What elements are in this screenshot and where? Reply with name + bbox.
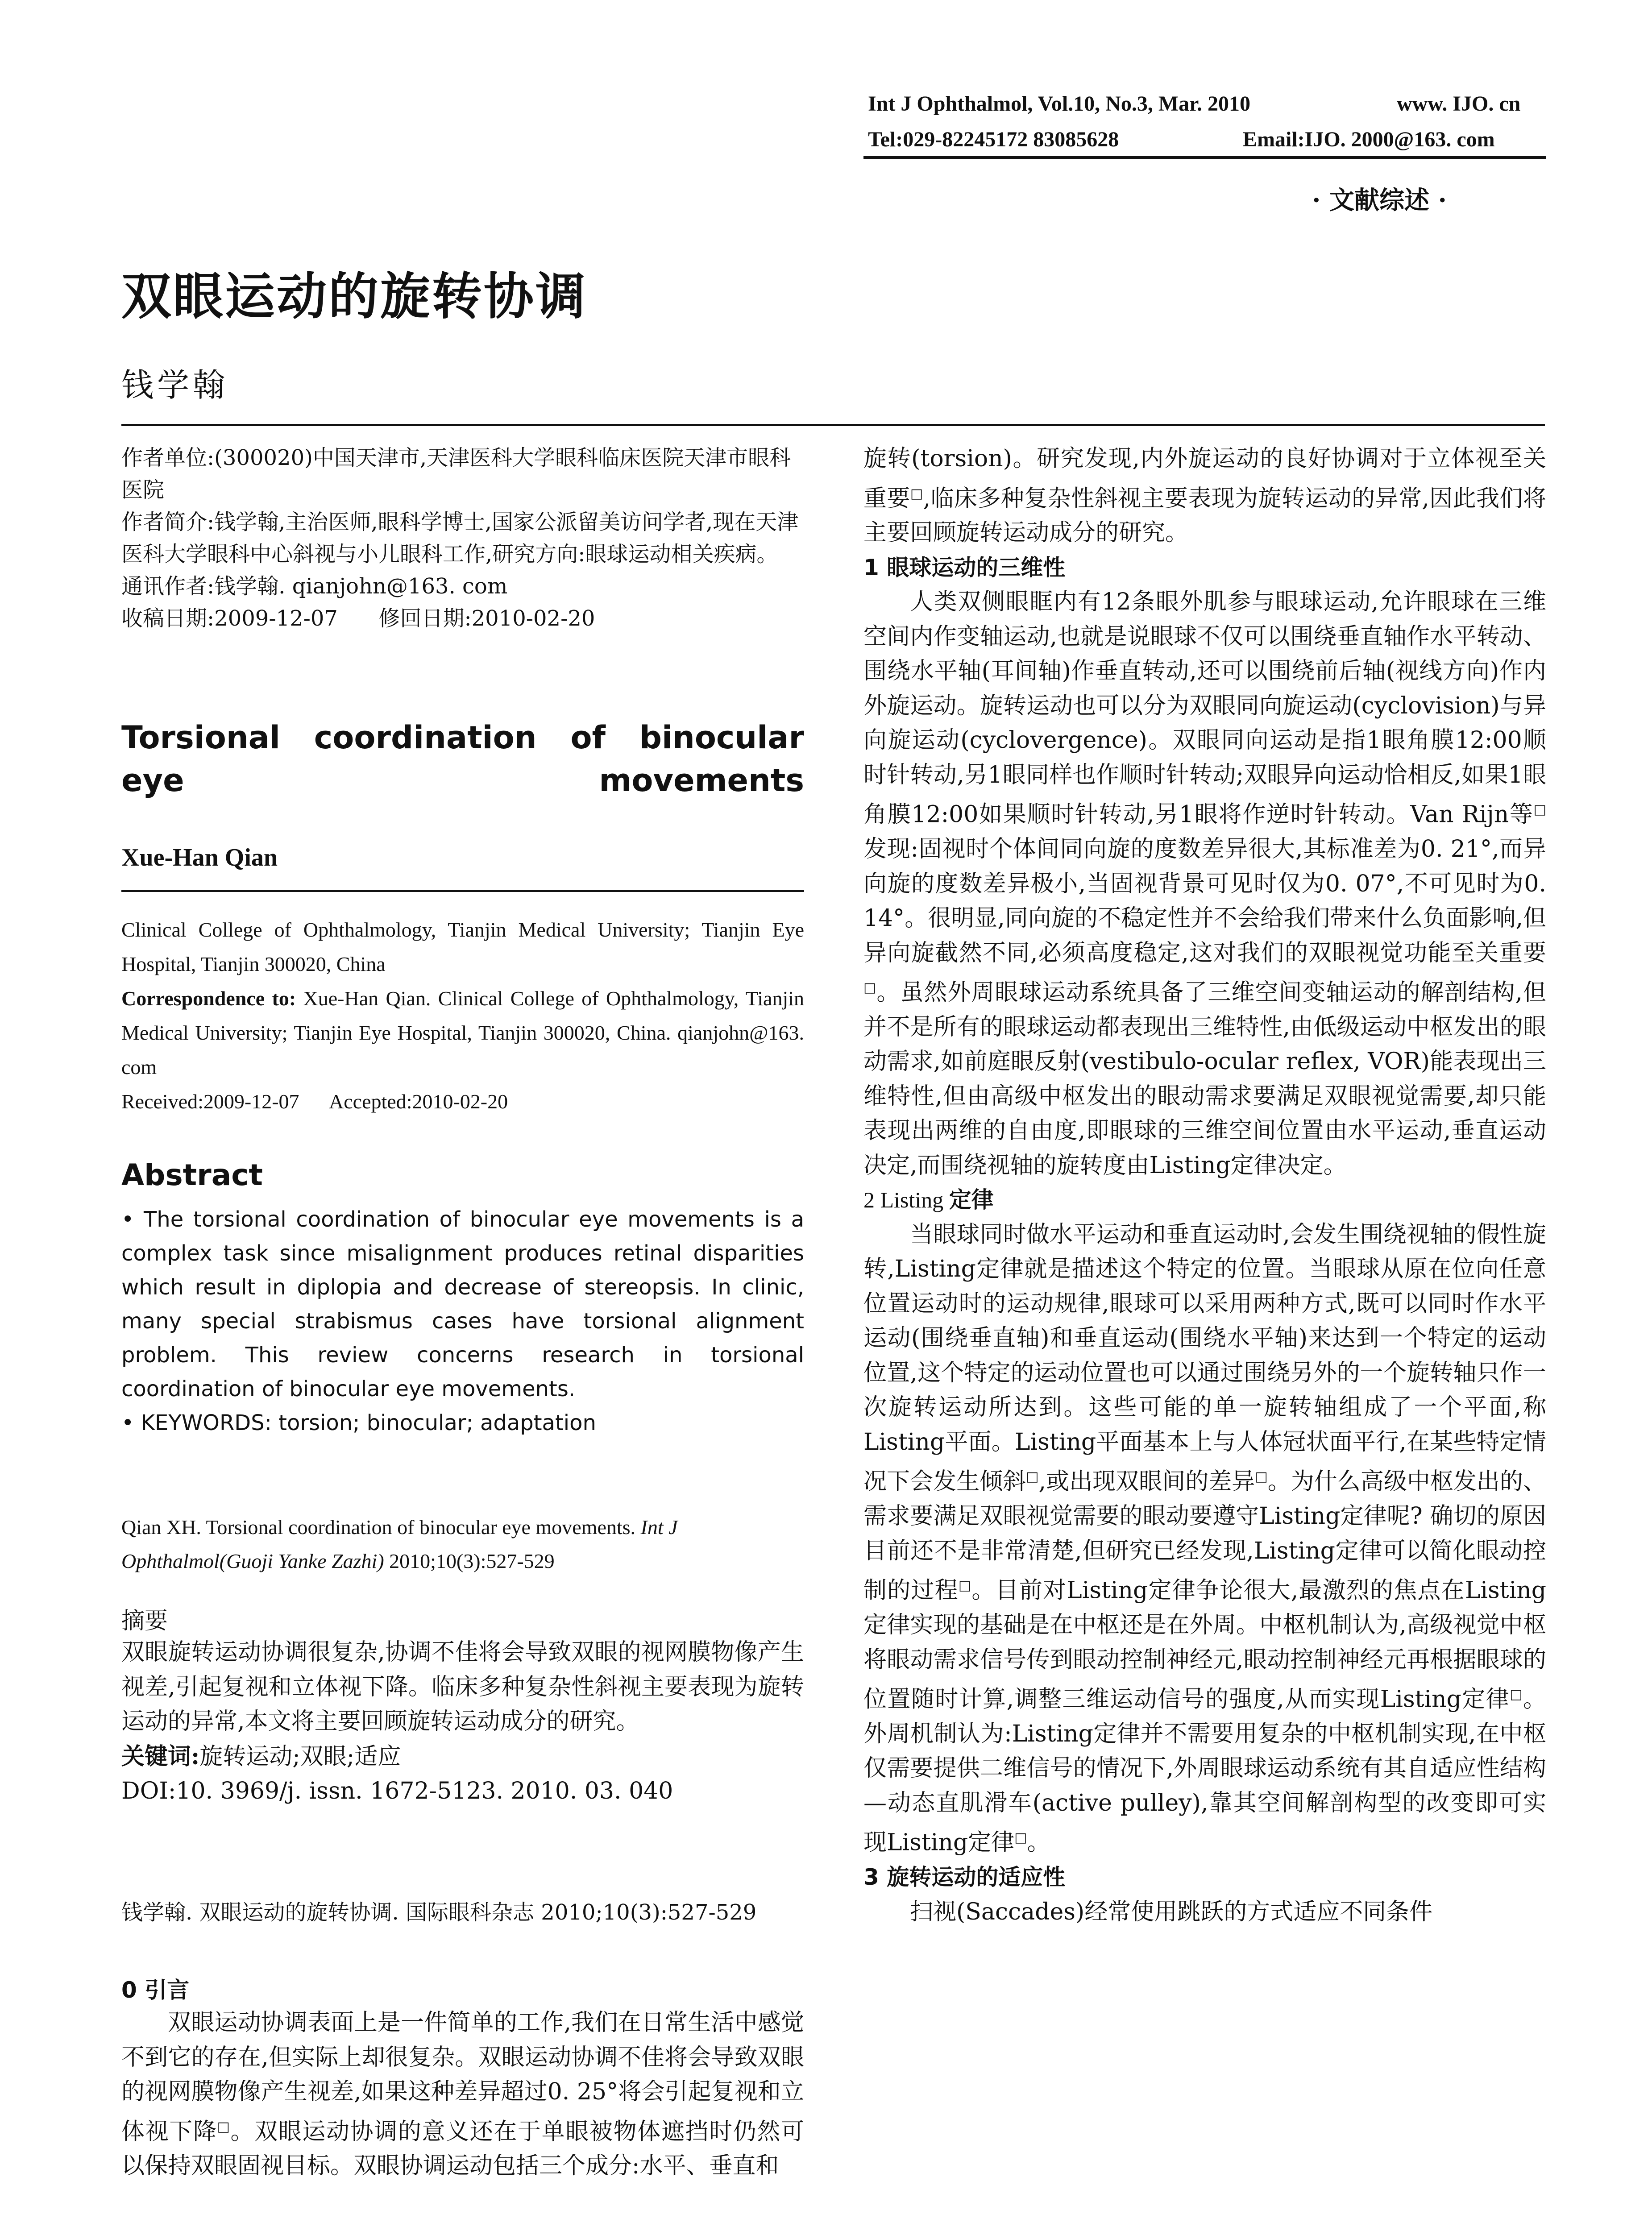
section-0-text-a: 双眼运动协调表面上是一件简单的工作,我们在日常生活中感觉不到它的存在,但实际上却很复杂。双眼运动协调不佳将会导致双眼的视网膜物像产生视差,如果这种差异超过0. 25°将会引起复视和立体视下降	[121, 2009, 804, 2145]
section-1-text-a: 人类双侧眼眶内有12条眼外肌参与眼球运动,允许眼球在三维空间内作变轴运动,也就是说眼球不仅可以围绕垂直轴作水平转动、围绕水平轴(耳间轴)作垂直转动,还可以围绕前后轴(视线方向)作内外旋运动。旋转运动也可以分为双眼同向旋运动(cyclovision)与异向旋运动(cyclovergence)。双眼同向运动是指1眼角膜12:00顺时针转动,另1眼同样也作顺时针转动;双眼异向运动恰相反,如果1眼角膜12:00如果顺时针转动,另1眼将作逆时针转动。Van Rijn等	[863, 589, 1546, 828]
received-revised-dates: 收稿日期:2009-12-07 修回日期:2010-02-20	[121, 606, 595, 631]
section-0-paragraph	[121, 2006, 804, 2184]
journal-citation-line: Int J Ophthalmol, Vol.10, No.3, Mar. 2010	[868, 92, 1251, 116]
section-3-heading: 3 旋转运动的适应性	[863, 1864, 1066, 1891]
author-unit: 作者单位:(300020)中国天津市,天津医科大学眼科临床医院天津市眼科医院	[121, 445, 791, 502]
journal-website: www. IJO. cn	[1397, 92, 1521, 116]
author-info	[121, 442, 804, 634]
keywords-cn-label: 关键词:	[121, 1742, 200, 1770]
section-2-text-c: 。为什么高级中枢发出的、需求要满足双眼视觉需要的眼动要遵守Listing定律呢? 确切的原因目前还不是非常清楚,但研究已经发现,Listing定律可以简化眼动控制的过程	[863, 1468, 1546, 1604]
correspondence-text: Xue-Han Qian. Clinical College of Ophthalmology, Tianjin Medical University; Tianjin Eye Hospital, Tianjin 300020, China. qianjohn@163. com	[121, 987, 804, 1078]
abstract-heading: Abstract	[121, 1158, 263, 1192]
section-0-cont-a: 旋转(torsion)。研究发现,内外旋运动的良好协调对于立体视至关重要	[863, 445, 1546, 512]
section-2-text-f: 。	[1027, 1829, 1050, 1856]
section-2-heading	[863, 1183, 1546, 1218]
correspondence-en	[121, 981, 804, 1084]
ref-mark: □	[863, 980, 877, 996]
section-1-paragraph	[863, 585, 1546, 1183]
correspondence-label: Correspondence to:	[121, 987, 296, 1010]
ref-mark: □	[1510, 1687, 1523, 1703]
section-0-body	[121, 2006, 804, 2184]
section-2-paragraph	[863, 1218, 1546, 1860]
section-2-text-b: ,或出现双眼间的差异	[1038, 1468, 1255, 1495]
ref-mark: □	[1014, 1830, 1027, 1846]
abstract-cn-body	[121, 1635, 804, 1809]
section-1-heading: 1 眼球运动的三维性	[863, 554, 1066, 581]
author-rule	[121, 890, 804, 892]
ref-mark: □	[1255, 1469, 1268, 1485]
received-accepted-en: Received:2009-12-07 Accepted:2010-02-20	[121, 1090, 508, 1113]
affiliation-block	[121, 912, 804, 1119]
section-0-text-b: 。双眼运动协调的意义还在于单眼被物体遮挡时仍然可以保持双眼固视目标。双眼协调运动包括三个成分:水平、垂直和	[121, 2118, 804, 2180]
right-column	[863, 442, 1546, 1929]
ref-mark: □	[910, 485, 923, 502]
doi: DOI:10. 3969/j. issn. 1672-5123. 2010. 03. 040	[121, 1778, 673, 1804]
ref-mark: □	[217, 2119, 231, 2135]
section-tag: · 文献综述 ·	[1312, 186, 1447, 215]
section-2-heading-b: 定律	[949, 1187, 994, 1213]
abstract-body	[121, 1203, 804, 1440]
section-0-continued	[863, 442, 1546, 551]
citation-en-volume: 2010;10(3):527-529	[384, 1550, 555, 1572]
header-rule	[863, 156, 1546, 159]
affiliation-en: Clinical College of Ophthalmology, Tianjin Medical University; Tianjin Eye Hospital, Tianjin 300020, China	[121, 918, 804, 975]
article-title-cn: 双眼运动的旋转协调	[121, 268, 587, 326]
keywords-cn	[121, 1739, 804, 1775]
citation-cn: 钱学翰. 双眼运动的旋转协调. 国际眼科杂志 2010;10(3):527-529	[121, 1900, 757, 1925]
section-0-heading: 0 引言	[121, 1977, 190, 2003]
section-2-text-d: 。目前对Listing定律争论很大,最激烈的焦点在Listing定律实现的基础是在中枢还是在外周。中枢机制认为,高级视觉中枢将眼动需求信号传到眼动控制神经元,眼动控制神经元再根据眼球的位置随时计算,调整三维运动信号的强度,从而实现Listing定律	[863, 1577, 1546, 1713]
section-1-text-c: 。虽然外周眼球运动系统具备了三维空间变轴运动的解剖结构,但并不是所有的眼球运动都表现出三维特性,由低级运动中枢发出的眼动需求,如前庭眼反射(vestibulo-ocular reflex, VOR)能表现出三维特性,但由高级中枢发出的眼动需求要满足双眼视觉需要,却只能表现出两维的自由度,即眼球的三维空间位置由水平运动,垂直运动决定,而围绕视轴的旋转度由Listing定律决定。	[863, 979, 1546, 1179]
abstract-cn-heading: 摘要	[121, 1608, 168, 1634]
section-2-text-a: 当眼球同时做水平运动和垂直运动时,会发生围绕视轴的假性旋转,Listing定律就是描述这个特定的位置。当眼球从原在位向任意位置运动时的运动规律,眼球可以采用两种方式,既可以同时作水平运动(围绕垂直轴)和垂直运动(围绕水平轴)来达到一个特定的运动位置,这个特定的运动位置也可以通过围绕另外的一个旋转轴只作一次旋转运动所达到。这些可能的单一旋转轴组成了一个平面,称Listing平面。Listing平面基本上与人体冠状面平行,在某些特定情况下会发生倾斜	[863, 1221, 1546, 1495]
ref-mark: □	[1533, 802, 1546, 818]
section-0-cont-b: ,临床多种复杂性斜视主要表现为旋转运动的异常,因此我们将主要回顾旋转运动成分的研究。	[863, 485, 1546, 547]
section-2-heading-a: 2 Listing	[863, 1187, 949, 1213]
corresponding-author: 通讯作者:钱学翰. qianjohn@163. com	[121, 574, 508, 599]
keywords-cn-text: 旋转运动;双眼;适应	[199, 1743, 401, 1770]
citation-en-authors: Qian XH. Torsional coordination of binocular eye movements.	[121, 1516, 641, 1538]
title-rule	[121, 424, 1545, 426]
journal-tel: Tel:029-82245172 83085628	[868, 128, 1119, 151]
section-2-text-e: 。外周机制认为:Listing定律并不需要用复杂的中枢机制实现,在中枢仅需要提供二维信号的情况下,外周眼球运动系统有其自适应性结构—动态直肌滑车(active pulley),靠其空间解剖构型的改变即可实现Listing定律	[863, 1686, 1546, 1856]
abstract-cn-text: 双眼旋转运动协调很复杂,协调不佳将会导致双眼的视网膜物像产生视差,引起复视和立体视下降。临床多种复杂性斜视主要表现为旋转运动的异常,本文将主要回顾旋转运动成分的研究。	[121, 1639, 804, 1735]
section-3-paragraph: 扫视(Saccades)经常使用跳跃的方式适应不同条件	[910, 1898, 1433, 1925]
ref-mark: □	[958, 1578, 972, 1594]
citation-en	[121, 1510, 804, 1578]
journal-email: Email:IJO. 2000@163. com	[1243, 128, 1495, 151]
author-name-en: Xue-Han Qian	[121, 844, 278, 871]
citation-en-journal: Int J Ophthalmol(Guoji Yanke Zazhi)	[121, 1516, 678, 1572]
section-1-text-b: 发现:固视时个体间同向旋的度数差异很大,其标准差为0. 21°,而异向旋的度数差异极小,当固视背景可见时仅为0. 07°,不可见时为0. 14°。很明显,同向旋的不稳定性并不会给我们带来什么负面影响,但异向旋截然不同,必须高度稳定,这对我们的双眼视觉功能至关重要	[863, 836, 1546, 966]
author-bio: 作者简介:钱学翰,主治医师,眼科学博士,国家公派留美访问学者,现在天津医科大学眼科中心斜视与小儿眼科工作,研究方向:眼球运动相关疾病。	[121, 510, 799, 567]
ref-mark: □	[1026, 1469, 1039, 1485]
keywords-en: • KEYWORDS: torsion; binocular; adaptation	[121, 1410, 596, 1435]
article-title-en: Torsional coordination of binocular eye movements	[121, 719, 804, 799]
author-name-cn: 钱学翰	[121, 366, 229, 404]
abstract-text: • The torsional coordination of binocular eye movements is a complex task since misalignment produces retinal disparities which result in diplopia and decrease of stereopsis. In clinic, many special strabismus cases have torsional alignment problem. This review concerns research in torsional coordination of binocular eye movements.	[121, 1207, 804, 1402]
